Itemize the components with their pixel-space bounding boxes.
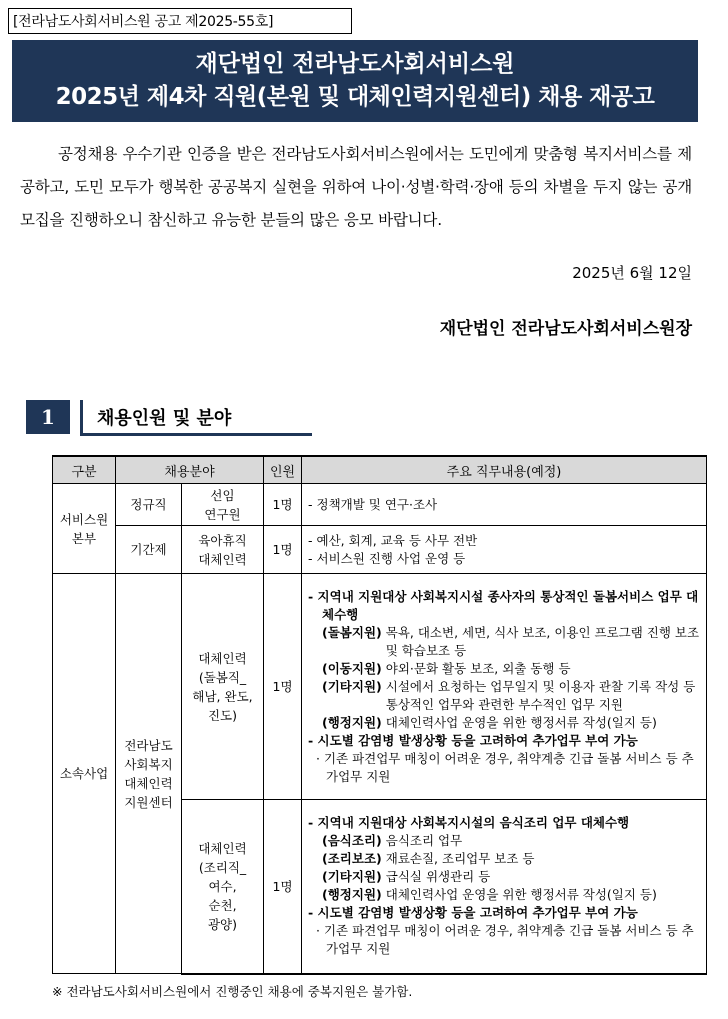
header-field: 채용분야 [116, 456, 264, 484]
duty-value: 야외·문화 활동 보조, 외출 동행 등 [385, 660, 571, 676]
duty-extra: - 시도별 감염병 발생상황 등을 고려하여 추가업무 부여 가능 [308, 905, 638, 921]
group-label-projects: 소속사업 [53, 574, 116, 974]
header-count: 인원 [264, 456, 302, 484]
center-label: 전라남도 사회복지 대체인력 지원센터 [116, 574, 182, 974]
signer: 재단법인 전라남도사회서비스원장 [439, 319, 692, 339]
table-row [53, 526, 707, 574]
duty-key: (행정지원) [322, 714, 382, 730]
duty-cell [302, 800, 707, 974]
duty-key: (음식조리) [322, 833, 382, 849]
table-header-row [53, 456, 707, 484]
title-line-2: 2025년 제4차 직원(본원 및 대체인력지원센터) 채용 재공고 [55, 84, 655, 110]
job-field: 선임 연구원 [182, 484, 264, 526]
group-label-hq: 서비스원 본부 [53, 484, 116, 574]
duty-key: (행정지원) [322, 887, 382, 903]
duty-cell [302, 484, 707, 526]
duty-item [322, 624, 702, 660]
duty-item [322, 714, 702, 732]
duty-line: - 예산, 회계, 교육 등 사무 전반 [308, 532, 478, 548]
duty-value: 급식실 위생관리 등 [385, 869, 491, 885]
headcount: 1명 [264, 526, 302, 574]
job-field: 육아휴직 대체인력 [182, 526, 264, 574]
duty-key: (돌봄지원) [322, 624, 382, 640]
duty-item [322, 660, 702, 678]
duty-key: (기타지원) [322, 678, 382, 694]
employment-type: 정규직 [116, 484, 182, 526]
title-banner [12, 40, 698, 122]
job-field: 대체인력 (돌봄직_ 해남, 완도, 진도) [182, 574, 264, 800]
duty-value: 음식조리 업무 [385, 833, 463, 849]
duty-key: (조리보조) [322, 851, 382, 867]
duty-item [322, 678, 702, 714]
headcount: 1명 [264, 800, 302, 974]
duty-key: (이동지원) [322, 660, 382, 676]
duty-item [322, 868, 702, 886]
duty-item [322, 832, 702, 850]
title-line-1: 재단법인 전라남도사회서비스원 [195, 51, 515, 77]
duty-note: · 기존 파견업무 매칭이 어려운 경우, 취약계층 긴급 돌봄 서비스 등 추가업무 지원 [316, 750, 694, 784]
duty-cell [302, 574, 707, 800]
duty-line: - 서비스원 진행 사업 운영 등 [308, 550, 466, 566]
duty-value: 재료손질, 조리업무 보조 등 [385, 851, 535, 867]
footnote: ※ 전라남도사회서비스원에서 진행중인 채용에 중복지원은 불가함. [52, 984, 413, 999]
section-heading [80, 400, 312, 436]
notice-number: [전라남도사회서비스원 공고 제2025-55호] [8, 8, 352, 34]
job-field: 대체인력 (조리직_ 여수, 순천, 광양) [182, 800, 264, 974]
duty-note: · 기존 파견업무 매칭이 어려운 경우, 취약계층 긴급 돌봄 서비스 등 추가업무 지원 [316, 923, 694, 957]
table-row [53, 574, 707, 800]
duty-main: - 지역내 지원대상 사회복지시설의 음식조리 업무 대체수행 [308, 815, 630, 831]
recruitment-table [52, 455, 707, 975]
table-row [53, 484, 707, 526]
duty-value: 대체인력사업 운영을 위한 행정서류 작성(일지 등) [385, 714, 657, 730]
notice-date: 2025년 6월 12일 [572, 264, 692, 282]
headcount: 1명 [264, 484, 302, 526]
duty-extra: - 시도별 감염병 발생상황 등을 고려하여 추가업무 부여 가능 [308, 732, 638, 748]
section-number: 1 [26, 400, 70, 434]
section-title: 채용인원 및 분야 [97, 408, 232, 429]
duty-item [322, 850, 702, 868]
headcount: 1명 [264, 574, 302, 800]
intro-paragraph: 공정채용 우수기관 인증을 받은 전라남도사회서비스원에서는 도민에게 맞춤형 복지서비스를 제공하고, 도민 모두가 행복한 공공복지 실현을 위하여 나이·성별·학력·장애 등의 차별을 두지 않는 공개모집을 진행하오니 참신하고 유능한 분들의 많은 응모 바랍니다. [20, 145, 692, 229]
duty-value: 시설에서 요청하는 업무일지 및 이용자 관찰 기록 작성 등 통상적인 업무와 관련한 부수적인 업무 지원 [385, 678, 696, 712]
duty-main: - 지역내 지원대상 사회복지시설 종사자의 통상적인 돌봄서비스 업무 대체수행 [308, 588, 699, 622]
header-category: 구분 [53, 456, 116, 484]
duty-value: 대체인력사업 운영을 위한 행정서류 작성(일지 등) [385, 887, 657, 903]
duty-cell [302, 526, 707, 574]
duty-line: - 정책개발 및 연구·조사 [308, 496, 438, 512]
duty-value: 목욕, 대소변, 세면, 식사 보조, 이용인 프로그램 진행 보조 및 학습보조 등 [385, 624, 700, 658]
duty-key: (기타지원) [322, 869, 382, 885]
header-duty: 주요 직무내용(예정) [302, 456, 707, 484]
duty-item [322, 886, 702, 904]
employment-type: 기간제 [116, 526, 182, 574]
